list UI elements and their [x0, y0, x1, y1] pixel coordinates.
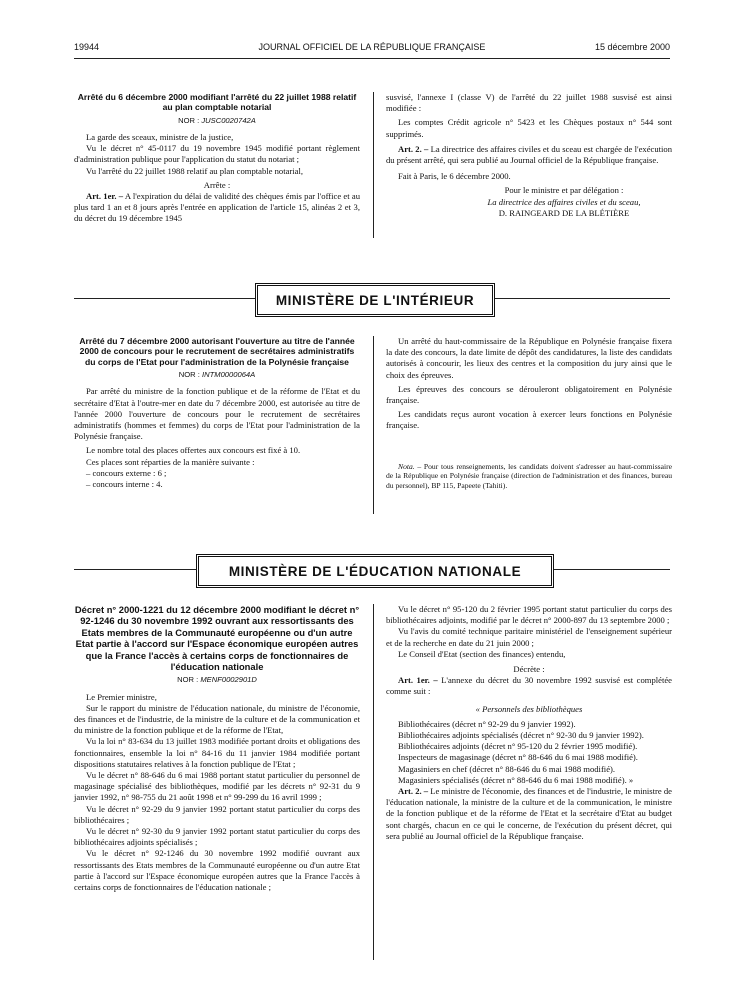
- header-rule: [74, 58, 670, 59]
- paragraph: Par arrêté du ministre de la fonction publique et de la réforme de l'Etat et du secrétaire d'Etat à l'outre-mer en date du 7 décembre 2000, est autorisée au titre de l'année 2000 l'ouverture de concours pour le recrutement de secrétaires administratifs (hommes et femmes) du corps de l'Etat pour l'administration de la Polynésie française.: [74, 386, 360, 442]
- paragraph: Vu l'avis du comité technique paritaire ministériel de l'enseignement supérieur et de la recherche en date du 21 juin 2000 ;: [386, 626, 672, 648]
- list-item: Bibliothécaires adjoints (décret n° 95-120 du 2 février 1995 modifié).: [398, 741, 638, 752]
- paragraph: Vu le décret n° 45-0117 du 19 novembre 1945 modifié portant règlement d'administration publique pour l'application du statut du notariat ;: [74, 143, 360, 165]
- list-item: Magasiniers spécialisés (décret n° 88-646 du 6 mai 1988 modifié). »: [398, 774, 634, 785]
- paragraph: Vu le décret n° 92-30 du 9 janvier 1992 portant statut particulier du corps des bibliothécaires adjoints spécialisés ;: [74, 826, 360, 848]
- signature-name: D. RAINGEARD DE LA BLÉTIÈRE: [498, 207, 630, 218]
- section3-title: Décret n° 2000-1221 du 12 décembre 2000 modifiant le décret n° 92-1246 du 30 novembre 1992 ouvrant aux ressortissants des Etats membres de la Communauté européenne ou d'un autre Etat partie à l'accord sur l'Espace économique européen autres que la France l'accès à certains corps de fonctionnaires de l'éducation nationale: [74, 604, 360, 673]
- paragraph: Le Conseil d'Etat (section des finances) entendu,: [398, 648, 566, 659]
- list-heading: « Personnels des bibliothèques: [475, 703, 583, 714]
- signature-line-2: La directrice des affaires civiles et du sceau,: [487, 196, 641, 207]
- section3-left-column: [74, 604, 360, 893]
- decrete-label: Décrète :: [513, 664, 545, 675]
- section1-left-column: [74, 92, 360, 225]
- ministry-interieur-banner: MINISTÈRE DE L'INTÉRIEUR: [255, 283, 495, 317]
- paragraph: Ces places sont réparties de la manière suivante :: [86, 456, 255, 467]
- list-item: Inspecteurs de magasinage (décret n° 88-646 du 6 mai 1988 modifié).: [398, 752, 638, 763]
- section2-right-column: [386, 336, 672, 490]
- section3-right-column: [386, 604, 672, 842]
- column-divider: [373, 92, 374, 238]
- section2-left-column: [74, 336, 360, 490]
- list-item: Magasiniers en chef (décret n° 88-646 du 6 mai 1988 modifié).: [398, 763, 616, 774]
- arrete-label: Arrête :: [203, 179, 231, 190]
- column-divider: [373, 604, 374, 960]
- list-item: – concours interne : 4.: [86, 479, 163, 490]
- paragraph: Un arrêté du haut-commissaire de la République en Polynésie française fixera la date des concours, la date limite de dépôt des candidatures, la liste des candidats autorisés à concourir, les lieux des centres et la composition du jury ainsi que le choix des épreuves.: [386, 336, 672, 380]
- list-item: Bibliothécaires (décret n° 92-29 du 9 janvier 1992).: [398, 718, 576, 729]
- nota-note: Nota. – Pour tous renseignements, les candidats doivent s'adresser au haut-commissaire de la République en Polynésie française (direction de l'administration et des finances, bureau du personnel), BP 115, Papeete (Tahiti).: [386, 461, 672, 490]
- paragraph: susvisé, l'annexe I (classe V) de l'arrêté du 22 juillet 1988 susvisé est ainsi modifiée :: [386, 92, 672, 114]
- article-1: Art. 1er. – A l'expiration du délai de validité des chèques émis par l'office et au plus tard 1 an et 8 jours après l'entrée en application de l'article 15, alinéas 2 et 3, du décret du 19 décembre 1945: [74, 191, 360, 224]
- paragraph: Vu le décret n° 92-29 du 9 janvier 1992 portant statut particulier du corps des bibliothécaires ;: [74, 803, 360, 825]
- paragraph: Vu l'arrêté du 22 juillet 1988 relatif au plan comptable notarial,: [86, 165, 303, 176]
- ministry-education-banner: MINISTÈRE DE L'ÉDUCATION NATIONALE: [196, 554, 554, 588]
- column-divider: [373, 336, 374, 514]
- list-item: – concours externe : 6 ;: [86, 467, 167, 478]
- article-2: Art. 2. – Le ministre de l'économie, des finances et de l'industrie, le ministre de l'éducation nationale, la ministre de la culture et de la communication, le ministre de la fonction publique et de la réforme de l'Etat et la secrétaire d'Etat au budget sont chargés, chacun en ce qui le concerne, de l'exécution du présent décret, qui sera publié au Journal officiel de la République française.: [386, 786, 672, 841]
- paragraph: Les candidats reçus auront vocation à exercer leurs fonctions en Polynésie française.: [386, 409, 672, 431]
- article-2: Art. 2. – La directrice des affaires civiles et du sceau est chargée de l'exécution du présent arrêté, qui sera publié au Journal officiel de la République française.: [386, 143, 672, 166]
- section1-nor: NOR : JUSC0020742A: [178, 115, 256, 125]
- paragraph: Les comptes Crédit agricole n° 5423 et les Chèques postaux n° 544 sont supprimés.: [386, 117, 672, 139]
- paragraph: La garde des sceaux, ministre de la justice,: [86, 132, 234, 143]
- paragraph: Le Premier ministre,: [86, 691, 157, 702]
- paragraph: Vu la loi n° 83-634 du 13 juillet 1983 modifiée portant droits et obligations des fonctionnaires, ensemble la loi n° 84-16 du 11 janvier 1984 modifiée portant dispositions statutaires relatives à la fonction publique de l'Etat ;: [74, 736, 360, 769]
- section2-title: Arrêté du 7 décembre 2000 autorisant l'ouverture au titre de l'année 2000 de concours pour le recrutement de secrétaires administratifs du corps de l'Etat pour l'administration de la Polynésie française: [79, 336, 355, 367]
- section1-title: Arrêté du 6 décembre 2000 modifiant l'arrêté du 22 juillet 1988 relatif au plan comptable notarial: [77, 92, 357, 113]
- issue-date: 15 décembre 2000: [594, 42, 670, 52]
- paragraph: Sur le rapport du ministre de l'éducation nationale, du ministre de l'économie, des finances et de l'industrie, de la ministre de la culture et de la communication et du ministre de la fonction publique et de la réforme de l'Etat,: [74, 702, 360, 736]
- paragraph: Vu le décret n° 95-120 du 2 février 1995 portant statut particulier du corps des bibliothécaires adjoints, modifié par le décret n° 2000-897 du 13 septembre 2000 ;: [386, 604, 672, 626]
- journal-title: JOURNAL OFFICIEL DE LA RÉPUBLIQUE FRANÇAISE: [258, 42, 486, 52]
- paragraph: Les épreuves des concours se dérouleront obligatoirement en Polynésie française.: [386, 383, 672, 406]
- paragraph: Vu le décret n° 92-1246 du 30 novembre 1992 modifié ouvrant aux ressortissants des Etats membres de la Communauté européenne ou d'un autre Etat partie à l'accord sur l'Espace économique européen autres que la France l'accès à certains corps de fonctionnaires de l'éducation nationale ;: [74, 848, 360, 893]
- article-1: Art. 1er. – L'annexe du décret du 30 novembre 1992 susvisé est complétée comme suit :: [386, 675, 672, 697]
- section2-nor: NOR : INTM0000064A: [178, 370, 256, 380]
- section1-right-column: [386, 92, 672, 219]
- signature-place-date: Fait à Paris, le 6 décembre 2000.: [398, 171, 511, 182]
- list-item: Bibliothécaires adjoints spécialisés (décret n° 92-30 du 9 janvier 1992).: [398, 730, 644, 741]
- paragraph: Le nombre total des places offertes aux concours est fixé à 10.: [86, 445, 301, 456]
- section3-nor: NOR : MENF0002901D: [177, 675, 257, 685]
- signature-line-1: Pour le ministre et par délégation :: [504, 185, 624, 196]
- paragraph: Vu le décret n° 88-646 du 6 mai 1988 portant statut particulier du personnel de magasinage spécialisé des bibliothèques, modifié par les décrets n° 92-31 du 9 janvier 1992, n° 98-755 du 21 août 1998 et n° 99-299 du 16 avril 1999 ;: [74, 770, 360, 803]
- page-header: [74, 42, 670, 56]
- page-number: 19944: [74, 42, 100, 52]
